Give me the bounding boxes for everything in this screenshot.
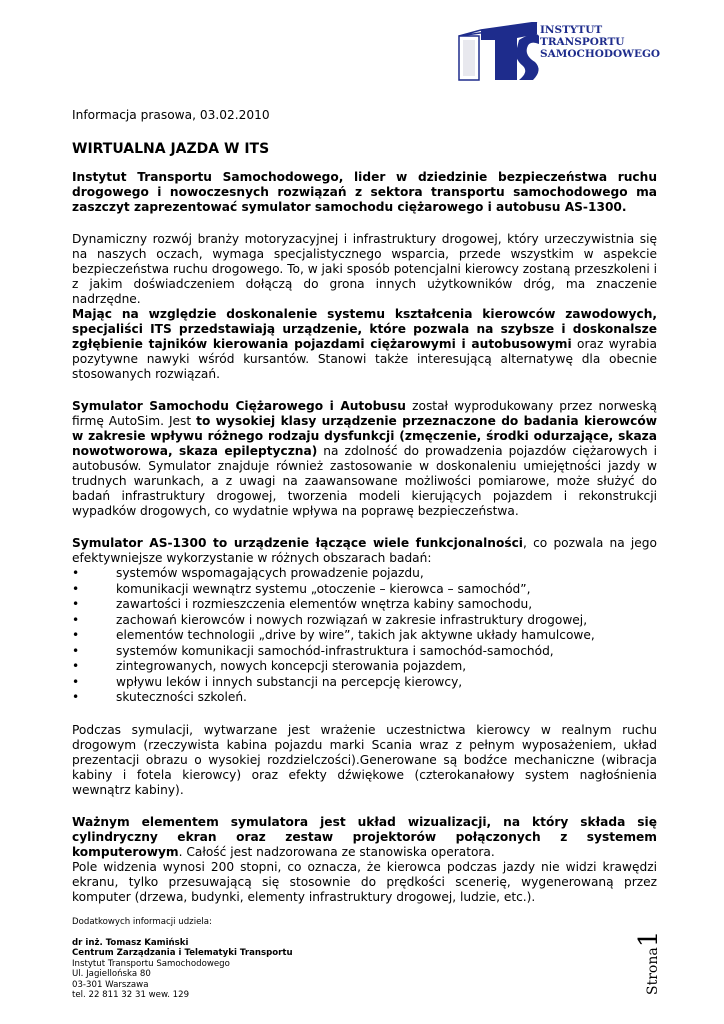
- list-item: • zintegrowanych, nowych koncepcji sterowania pojazdem,: [72, 659, 657, 675]
- text: na zdolność do prowadzenia pojazdów ciężarowych i autobusów. Symulator znajduje również zastosowanie w doskonaleniu umiejętności jazdy w trudnych warunkach, a z uwagi na zaawansowane możliwości pomiarowe, może służyć do badań infrastruktury drogowej, tworzenia modeli kierujących pojazdem i rekonstrukcji wypadków drogowych, co wydatnie wpływa na poprawę bezpieczeństwa.: [72, 444, 657, 518]
- registered-mark: ®: [526, 22, 536, 33]
- contact-city: 03-301 Warszawa: [72, 979, 149, 990]
- list-item: • zawartości i rozmieszczenia elementów wnętrza kabiny samochodu,: [72, 597, 657, 613]
- text: Dynamiczny rozwój branży motoryzacyjnej i infrastruktury drogowej, który urzeczywistnia się na naszych oczach, wymaga specjalistycznego wsparcia, przede wszystkim w aspekcie bezpieczeństwa ruchu drogowego. To, w jaki sposób potencjalni kierowcy zostaną przeszkoleni i z jakim doświadczeniem dołączą do grona innych użytkowników dróg, ma znaczenie nadrzędne.: [72, 232, 657, 306]
- contact-name: dr inż. Tomasz Kamiński: [72, 937, 189, 948]
- list-item: • systemów wspomagających prowadzenie pojazdu,: [72, 566, 657, 582]
- bold-text: Symulator Samochodu Ciężarowego i Autobusu: [72, 399, 406, 413]
- body-flow: [72, 170, 657, 905]
- paragraph: [72, 860, 657, 905]
- bold-text: to wysokiej klasy urządzenie przeznaczone do badania kierowców w zakresie wpływu różnego rodzaju dysfunkcji (zmęczenie, środki odurzające, skaza nowotworowa, skaza epileptyczna): [72, 414, 657, 458]
- paragraph-gap: [72, 382, 657, 399]
- list-item: • wpływu leków i innych substancji na percepcję kierowcy,: [72, 675, 657, 691]
- logo-line: INSTYTUT: [540, 24, 603, 36]
- page-number-value: 1: [634, 930, 664, 948]
- contact-footer: [72, 917, 293, 1001]
- text: został wyprodukowany przez norweską firmę AutoSim. Jest: [72, 399, 657, 428]
- contact-department: Centrum Zarządzania i Telematyki Transportu: [72, 948, 293, 958]
- bold-text: Ważnym elementem symulatora jest układ wizualizacji, na który składa się cylindryczny ekran oraz zestaw projektorów połączonych z systemem komputerowym: [72, 814, 657, 859]
- paragraph: [72, 723, 657, 798]
- footer-intro: Dodatkowych informacji udziela:: [72, 917, 212, 927]
- paragraph: [72, 232, 657, 307]
- functionality-list: [72, 566, 657, 706]
- text: Podczas symulacji, wytwarzane jest wrażenie uczestnictwa kierowcy w realnym ruchu drogowym (rzeczywista kabina pojazdu marki Scania wraz z pełnym wyposażeniem, układ prezentacji obrazu o wysokiej rozdzielczości).Generowane są bodźce mechaniczne (wibracja kabiny i fotela kierowcy) oraz efekty dźwiękowe (czterokanałowy system nagłośnienia wewnątrz kabiny).: [72, 722, 657, 797]
- paragraph-gap: [72, 706, 657, 723]
- page-label: Strona: [645, 947, 661, 995]
- list-item: • systemów komunikacji samochód-infrastruktura i samochód-samochód,: [72, 644, 657, 660]
- document-title: WIRTUALNA JAZDA W ITS: [72, 141, 270, 157]
- paragraph: [72, 307, 657, 382]
- logo-wordmark: [540, 24, 660, 60]
- paragraph: [72, 399, 657, 519]
- list-item: • zachowań kierowców i nowych rozwiązań w zakresie infrastruktury drogowej,: [72, 613, 657, 629]
- bold-text: Instytut Transportu Samochodowego, lider w dziedzinie bezpieczeństwa ruchu drogowego i nowoczesnych rozwiązań z sektora transportu samochodowego ma zaszczyt zaprezentować symulator samochodu ciężarowego i autobusu AS-1300.: [72, 170, 657, 214]
- list-item: • komunikacji wewnątrz systemu „otoczenie – kierowca – samochód”,: [72, 582, 657, 598]
- paragraph: [72, 536, 657, 566]
- paragraph: [72, 170, 657, 215]
- paragraph-gap: [72, 798, 657, 815]
- bold-text: Mając na względzie doskonalenie systemu kształcenia kierowców zawodowych, specjaliści ITS przedstawiają urządzenie, które pozwala na szybsze i doskonalsze zgłębienie tajników kierowania pojazdami ciężarowymi i autobusowymi: [72, 307, 657, 351]
- logo-line: SAMOCHODOWEGO: [540, 48, 661, 60]
- bold-text: Symulator AS-1300 to urządzenie łączące wiele funkcjonalności: [72, 536, 523, 550]
- text: . Całość jest nadzorowana ze stanowiska operatora.: [178, 844, 495, 859]
- paragraph: [72, 815, 657, 860]
- logo-line: TRANSPORTU: [540, 36, 625, 48]
- contact-phone: tel. 22 811 32 31 wew. 129: [72, 990, 190, 1000]
- paragraph-gap: [72, 519, 657, 536]
- document-body: [72, 108, 657, 905]
- list-item: • elementów technologii „drive by wire”, takich jak aktywne układy hamulcowe,: [72, 628, 657, 644]
- text: oraz wyrabia pozytywne nawyki wśród kursantów. Stanowi także interesującą alternatywę dla obecnie stosowanych rozwiązań.: [72, 337, 657, 381]
- contact-street: Ul. Jagiellońska 80: [72, 969, 151, 979]
- text: Pole widzenia wynosi 200 stopni, co oznacza, że kierowca podczas jazdy nie widzi krawędzi ekranu, tylko przesuwającą się stosownie do prędkości scenerię, wygenerowaną przez komputer (drzewa, budynki, elementy infrastruktury drogowej, ludzie, etc.).: [72, 859, 657, 904]
- page-number: [634, 925, 664, 995]
- contact-organization: Instytut Transportu Samochodowego: [72, 958, 230, 969]
- press-release-date: Informacja prasowa, 03.02.2010: [72, 108, 270, 122]
- list-item: • skuteczności szkoleń.: [72, 690, 657, 706]
- paragraph-gap: [72, 215, 657, 232]
- text: , co pozwala na jego efektywniejsze wykorzystanie w różnych obszarach badań:: [72, 536, 657, 565]
